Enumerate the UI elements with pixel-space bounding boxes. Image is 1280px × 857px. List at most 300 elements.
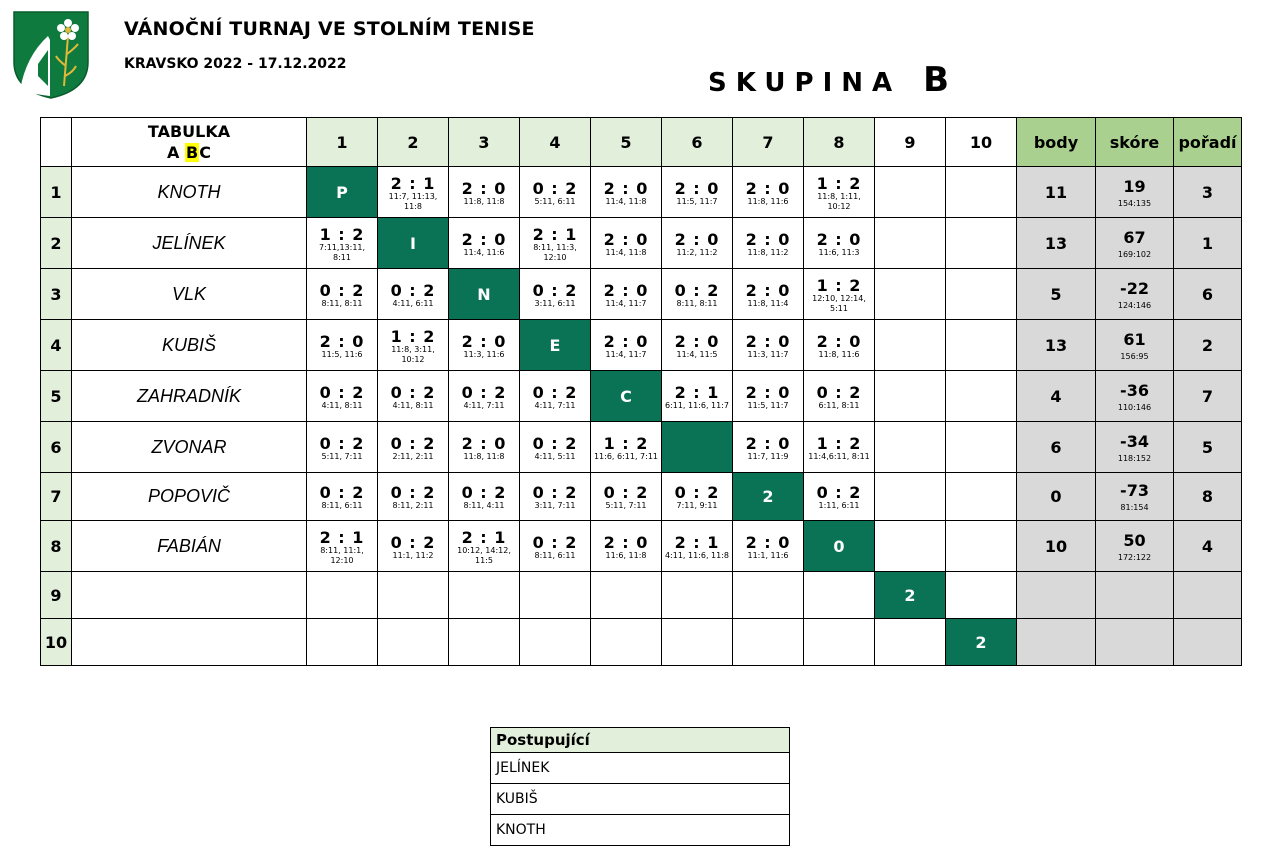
match-sets: 2:11, 2:11 — [392, 451, 434, 461]
match-sets: 8:11, 11:3, 12:10 — [533, 242, 577, 262]
corner-cell — [41, 118, 72, 167]
match-cell — [733, 422, 804, 473]
score-diff: 19 — [1123, 176, 1146, 196]
match-sets: 11:1, 11:2 — [392, 550, 434, 560]
match-score: 2 : 0 — [674, 178, 720, 198]
village-coat-of-arms-icon — [12, 10, 90, 100]
match-cell — [449, 218, 520, 269]
col-header: 6 — [662, 118, 733, 167]
diagonal-cell: E — [520, 320, 591, 371]
match-score: 1 : 2 — [816, 173, 862, 193]
score-diff: -36 — [1120, 380, 1149, 400]
table-row — [41, 422, 1242, 473]
match-cell — [520, 167, 591, 218]
match-score: 2 : 0 — [603, 331, 649, 351]
match-cell — [804, 218, 875, 269]
match-score: 0 : 2 — [319, 483, 365, 502]
row-number: 6 — [41, 422, 72, 473]
match-cell — [662, 521, 733, 572]
diagonal-cell — [662, 422, 733, 473]
match-cell — [520, 422, 591, 473]
match-score: 2 : 0 — [745, 331, 791, 351]
match-cell — [307, 521, 378, 572]
match-sets: 8:11, 11:1, 12:10 — [320, 545, 364, 565]
score-points: 156:95 — [1120, 351, 1149, 361]
score-cell — [1096, 521, 1174, 572]
match-sets: 11:6, 11:3 — [818, 247, 860, 257]
match-score: 2 : 1 — [532, 224, 578, 244]
match-cell — [946, 521, 1017, 572]
player-name — [72, 572, 307, 619]
match-score: 0 : 2 — [461, 382, 507, 402]
header-row — [41, 118, 1242, 167]
score-cell — [1096, 218, 1174, 269]
match-score: 0 : 2 — [390, 433, 436, 453]
match-cell — [804, 320, 875, 371]
match-sets: 11:6, 11:8 — [605, 550, 647, 560]
match-score: 0 : 2 — [674, 280, 720, 300]
match-sets: 11:8, 11:6 — [747, 196, 789, 206]
match-cell — [733, 572, 804, 619]
match-cell — [378, 572, 449, 619]
match-cell — [307, 619, 378, 666]
score-diff: 67 — [1123, 227, 1146, 247]
tournament-title: VÁNOČNÍ TURNAJ VE STOLNÍM TENISE — [124, 18, 535, 40]
row-number: 10 — [41, 619, 72, 666]
match-cell — [733, 167, 804, 218]
score-cell — [1096, 371, 1174, 422]
match-score: 0 : 2 — [532, 178, 578, 198]
match-cell — [307, 572, 378, 619]
score-diff: -73 — [1120, 481, 1149, 500]
match-score: 0 : 2 — [532, 532, 578, 552]
match-score: 2 : 0 — [816, 229, 862, 249]
match-cell — [733, 371, 804, 422]
match-sets: 4:11, 7:11 — [534, 400, 576, 410]
match-cell — [520, 619, 591, 666]
match-sets: 11:6, 6:11, 7:11 — [593, 451, 659, 461]
match-cell — [875, 269, 946, 320]
results-table — [40, 117, 1242, 666]
match-sets: 11:8, 11:4 — [747, 298, 789, 308]
match-cell — [520, 521, 591, 572]
match-score: 1 : 2 — [816, 433, 862, 453]
match-score: 2 : 1 — [461, 527, 507, 547]
match-cell — [804, 371, 875, 422]
match-score: 0 : 2 — [532, 382, 578, 402]
match-cell — [733, 521, 804, 572]
match-score: 2 : 0 — [745, 532, 791, 552]
match-cell — [591, 269, 662, 320]
table-abc-b: B — [186, 143, 199, 162]
match-cell — [378, 320, 449, 371]
col-header: 3 — [449, 118, 520, 167]
diagonal-cell: I — [378, 218, 449, 269]
match-sets: 11:4, 11:5 — [676, 349, 718, 359]
match-cell — [804, 167, 875, 218]
points-cell: 11 — [1017, 167, 1096, 218]
match-sets: 4:11, 8:11 — [321, 400, 363, 410]
match-sets: 4:11, 6:11 — [392, 298, 434, 308]
match-sets: 11:3, 11:6 — [463, 349, 505, 359]
row-number: 5 — [41, 371, 72, 422]
match-cell — [875, 473, 946, 521]
match-sets: 11:4, 11:8 — [605, 196, 647, 206]
player-name — [72, 619, 307, 666]
score-diff: 50 — [1123, 530, 1146, 550]
match-cell — [804, 572, 875, 619]
score-diff: -22 — [1120, 278, 1149, 298]
table-row — [41, 572, 1242, 619]
table-row — [41, 167, 1242, 218]
match-sets: 11:8, 11:8 — [463, 196, 505, 206]
player-name: ZAHRADNÍK — [72, 371, 307, 422]
match-cell — [449, 371, 520, 422]
match-cell — [946, 218, 1017, 269]
advancing-player: JELÍNEK — [491, 753, 790, 784]
match-sets: 8:11, 4:11 — [463, 501, 505, 510]
match-score: 1 : 2 — [603, 433, 649, 453]
match-cell — [378, 422, 449, 473]
score-points: 124:146 — [1117, 300, 1152, 310]
match-cell — [733, 320, 804, 371]
advancing-player: KUBIŠ — [491, 784, 790, 815]
match-cell — [733, 269, 804, 320]
match-score: 2 : 0 — [745, 280, 791, 300]
match-score: 2 : 0 — [674, 331, 720, 351]
points-cell: 13 — [1017, 218, 1096, 269]
match-cell — [662, 473, 733, 521]
match-score: 0 : 2 — [816, 382, 862, 402]
points-cell: 6 — [1017, 422, 1096, 473]
match-sets: 4:11, 8:11 — [392, 400, 434, 410]
match-sets: 1:11, 6:11 — [818, 501, 860, 510]
player-name: KNOTH — [72, 167, 307, 218]
player-name: JELÍNEK — [72, 218, 307, 269]
match-cell — [804, 473, 875, 521]
match-cell — [875, 320, 946, 371]
match-cell — [875, 422, 946, 473]
match-cell — [378, 521, 449, 572]
table-label-cell — [72, 118, 307, 167]
match-sets: 11:7, 11:9 — [747, 451, 789, 461]
match-score: 0 : 2 — [532, 433, 578, 453]
match-cell — [875, 619, 946, 666]
match-sets: 11:7, 11:13, 11:8 — [388, 191, 438, 211]
col-header-body: body — [1017, 118, 1096, 167]
table-row — [41, 521, 1242, 572]
col-header: 1 — [307, 118, 378, 167]
points-cell: 10 — [1017, 521, 1096, 572]
match-cell — [449, 619, 520, 666]
match-score: 0 : 2 — [390, 280, 436, 300]
match-sets: 11:8, 11:8 — [463, 451, 505, 461]
score-diff: -34 — [1120, 431, 1149, 451]
match-score: 2 : 0 — [319, 331, 365, 351]
match-sets: 3:11, 7:11 — [534, 501, 576, 510]
score-points: 118:152 — [1117, 453, 1152, 463]
match-score: 2 : 0 — [745, 178, 791, 198]
col-header: 4 — [520, 118, 591, 167]
match-cell — [662, 167, 733, 218]
match-cell — [591, 521, 662, 572]
match-score: 0 : 2 — [319, 280, 365, 300]
points-cell: 4 — [1017, 371, 1096, 422]
rank-cell: 8 — [1174, 473, 1242, 521]
match-score: 2 : 0 — [603, 532, 649, 552]
match-cell — [449, 320, 520, 371]
match-sets: 5:11, 6:11 — [534, 196, 576, 206]
diagonal-cell: C — [591, 371, 662, 422]
match-cell — [591, 422, 662, 473]
match-cell — [307, 473, 378, 521]
match-sets: 8:11, 8:11 — [321, 298, 363, 308]
row-number: 8 — [41, 521, 72, 572]
match-sets: 8:11, 8:11 — [676, 298, 718, 308]
col-header: 2 — [378, 118, 449, 167]
match-cell — [591, 218, 662, 269]
table-row — [41, 371, 1242, 422]
match-score: 0 : 2 — [390, 532, 436, 552]
score-points: 172:122 — [1117, 552, 1152, 562]
match-score: 2 : 1 — [674, 382, 720, 402]
match-sets: 11:3, 11:7 — [747, 349, 789, 359]
match-sets: 11:5, 11:6 — [321, 349, 363, 359]
score-cell — [1096, 167, 1174, 218]
match-score: 2 : 0 — [461, 331, 507, 351]
match-score: 0 : 2 — [603, 483, 649, 502]
match-sets: 11:4, 11:8 — [605, 247, 647, 257]
row-number: 1 — [41, 167, 72, 218]
match-score: 2 : 0 — [461, 178, 507, 198]
match-cell — [449, 473, 520, 521]
match-score: 2 : 0 — [603, 229, 649, 249]
match-cell — [449, 521, 520, 572]
player-name: FABIÁN — [72, 521, 307, 572]
match-sets: 11:5, 11:7 — [747, 400, 789, 410]
match-cell — [804, 269, 875, 320]
rank-cell: 3 — [1174, 167, 1242, 218]
match-cell — [733, 218, 804, 269]
match-sets: 11:8, 3:11, 10:12 — [391, 344, 435, 364]
table-row — [41, 218, 1242, 269]
row-number: 4 — [41, 320, 72, 371]
col-header-poradi: pořadí — [1174, 118, 1242, 167]
match-cell — [946, 269, 1017, 320]
match-cell — [875, 521, 946, 572]
match-cell — [804, 422, 875, 473]
col-header: 9 — [875, 118, 946, 167]
match-cell — [946, 422, 1017, 473]
match-cell — [662, 320, 733, 371]
match-sets: 10:12, 14:12, 11:5 — [457, 545, 511, 565]
col-header: 10 — [946, 118, 1017, 167]
match-score: 2 : 1 — [319, 527, 365, 547]
match-sets: 5:11, 7:11 — [321, 451, 363, 461]
match-cell — [591, 167, 662, 218]
match-score: 2 : 0 — [816, 331, 862, 351]
match-sets: 11:8, 1:11, 10:12 — [817, 191, 861, 211]
col-header-skore: skóre — [1096, 118, 1174, 167]
col-header: 7 — [733, 118, 804, 167]
match-sets: 3:11, 6:11 — [534, 298, 576, 308]
diagonal-cell: 0 — [804, 521, 875, 572]
match-sets: 6:11, 8:11 — [818, 400, 860, 410]
results-body — [41, 167, 1242, 666]
score-cell — [1096, 269, 1174, 320]
diagonal-cell: N — [449, 269, 520, 320]
match-sets: 8:11, 2:11 — [392, 501, 434, 510]
points-cell — [1017, 619, 1096, 666]
points-cell: 13 — [1017, 320, 1096, 371]
match-score: 2 : 1 — [390, 173, 436, 193]
match-sets: 11:2, 11:2 — [676, 247, 718, 257]
score-cell — [1096, 572, 1174, 619]
tournament-subtitle: KRAVSKO 2022 - 17.12.2022 — [124, 56, 347, 72]
group-word: SKUPINA — [708, 68, 902, 98]
match-sets: 7:11,13:11, 8:11 — [318, 242, 366, 262]
match-sets: 11:8, 11:6 — [818, 349, 860, 359]
score-points: 154:135 — [1117, 198, 1152, 208]
col-header: 5 — [591, 118, 662, 167]
table-row — [41, 320, 1242, 371]
score-points: 169:102 — [1117, 249, 1152, 259]
match-sets: 12:10, 12:14, 5:11 — [812, 293, 866, 313]
match-cell — [378, 473, 449, 521]
match-cell — [591, 473, 662, 521]
match-score: 0 : 2 — [532, 483, 578, 502]
match-sets: 11:5, 11:7 — [676, 196, 718, 206]
match-cell — [307, 422, 378, 473]
match-sets: 8:11, 6:11 — [534, 550, 576, 560]
match-score: 0 : 2 — [532, 280, 578, 300]
match-score: 2 : 0 — [603, 178, 649, 198]
match-cell — [733, 619, 804, 666]
match-cell — [662, 218, 733, 269]
score-points: 110:146 — [1117, 402, 1152, 412]
match-cell — [307, 269, 378, 320]
match-cell — [875, 371, 946, 422]
match-cell — [520, 572, 591, 619]
match-cell — [946, 320, 1017, 371]
rank-cell: 6 — [1174, 269, 1242, 320]
player-name: POPOVIČ — [72, 473, 307, 521]
match-cell — [591, 572, 662, 619]
advancing-table — [490, 727, 790, 846]
match-cell — [946, 371, 1017, 422]
match-cell — [378, 269, 449, 320]
rank-cell — [1174, 572, 1242, 619]
match-sets: 4:11, 11:6, 11:8 — [664, 550, 730, 560]
match-cell — [449, 572, 520, 619]
rank-cell: 4 — [1174, 521, 1242, 572]
match-score: 2 : 0 — [745, 433, 791, 453]
col-header: 8 — [804, 118, 875, 167]
player-name: KUBIŠ — [72, 320, 307, 371]
match-cell — [378, 371, 449, 422]
table-row — [41, 269, 1242, 320]
match-cell — [804, 619, 875, 666]
diagonal-cell: 2 — [946, 619, 1017, 666]
row-number: 2 — [41, 218, 72, 269]
advancing-player: KNOTH — [491, 815, 790, 846]
match-cell — [591, 320, 662, 371]
rank-cell — [1174, 619, 1242, 666]
row-number: 7 — [41, 473, 72, 521]
match-cell — [591, 619, 662, 666]
match-cell — [520, 473, 591, 521]
match-score: 0 : 2 — [319, 382, 365, 402]
diagonal-cell: 2 — [875, 572, 946, 619]
match-cell — [662, 371, 733, 422]
match-score: 2 : 0 — [745, 382, 791, 402]
table-abc-a: A — [167, 143, 180, 162]
match-cell — [307, 218, 378, 269]
rank-cell: 1 — [1174, 218, 1242, 269]
score-diff: 61 — [1123, 329, 1146, 349]
match-score: 2 : 1 — [674, 532, 720, 552]
rank-cell: 2 — [1174, 320, 1242, 371]
match-sets: 5:11, 7:11 — [605, 501, 647, 510]
match-sets: 11:1, 11:6 — [747, 550, 789, 560]
match-score: 1 : 2 — [390, 326, 436, 346]
rank-cell: 7 — [1174, 371, 1242, 422]
table-row — [41, 619, 1242, 666]
match-cell — [662, 572, 733, 619]
match-cell — [662, 619, 733, 666]
group-letter: B — [923, 60, 950, 100]
score-points: 81:154 — [1120, 503, 1149, 512]
match-cell — [449, 167, 520, 218]
score-cell — [1096, 473, 1174, 521]
match-cell — [875, 167, 946, 218]
match-score: 2 : 0 — [461, 229, 507, 249]
points-cell: 5 — [1017, 269, 1096, 320]
match-score: 2 : 0 — [603, 280, 649, 300]
match-score: 2 : 0 — [461, 433, 507, 453]
diagonal-cell: 2 — [733, 473, 804, 521]
table-row — [41, 473, 1242, 521]
match-cell — [378, 619, 449, 666]
row-number: 3 — [41, 269, 72, 320]
player-name: VLK — [72, 269, 307, 320]
match-score: 0 : 2 — [390, 382, 436, 402]
match-cell — [946, 167, 1017, 218]
match-score: 1 : 2 — [319, 224, 365, 244]
match-sets: 11:4, 11:7 — [605, 298, 647, 308]
group-heading — [708, 60, 949, 100]
match-cell — [520, 371, 591, 422]
match-cell — [307, 371, 378, 422]
advancing-header: Postupující — [491, 728, 790, 753]
match-cell — [662, 269, 733, 320]
match-sets: 8:11, 6:11 — [321, 501, 363, 510]
points-cell — [1017, 572, 1096, 619]
match-sets: 11:4, 11:6 — [463, 247, 505, 257]
match-score: 0 : 2 — [674, 483, 720, 502]
table-abc-c: C — [199, 143, 211, 162]
match-score: 0 : 2 — [390, 483, 436, 502]
match-score: 2 : 0 — [745, 229, 791, 249]
match-score: 0 : 2 — [461, 483, 507, 502]
match-sets: 4:11, 7:11 — [463, 400, 505, 410]
row-number: 9 — [41, 572, 72, 619]
diagonal-cell: P — [307, 167, 378, 218]
score-cell — [1096, 320, 1174, 371]
match-cell — [378, 167, 449, 218]
match-score: 1 : 2 — [816, 275, 862, 295]
match-cell — [875, 218, 946, 269]
